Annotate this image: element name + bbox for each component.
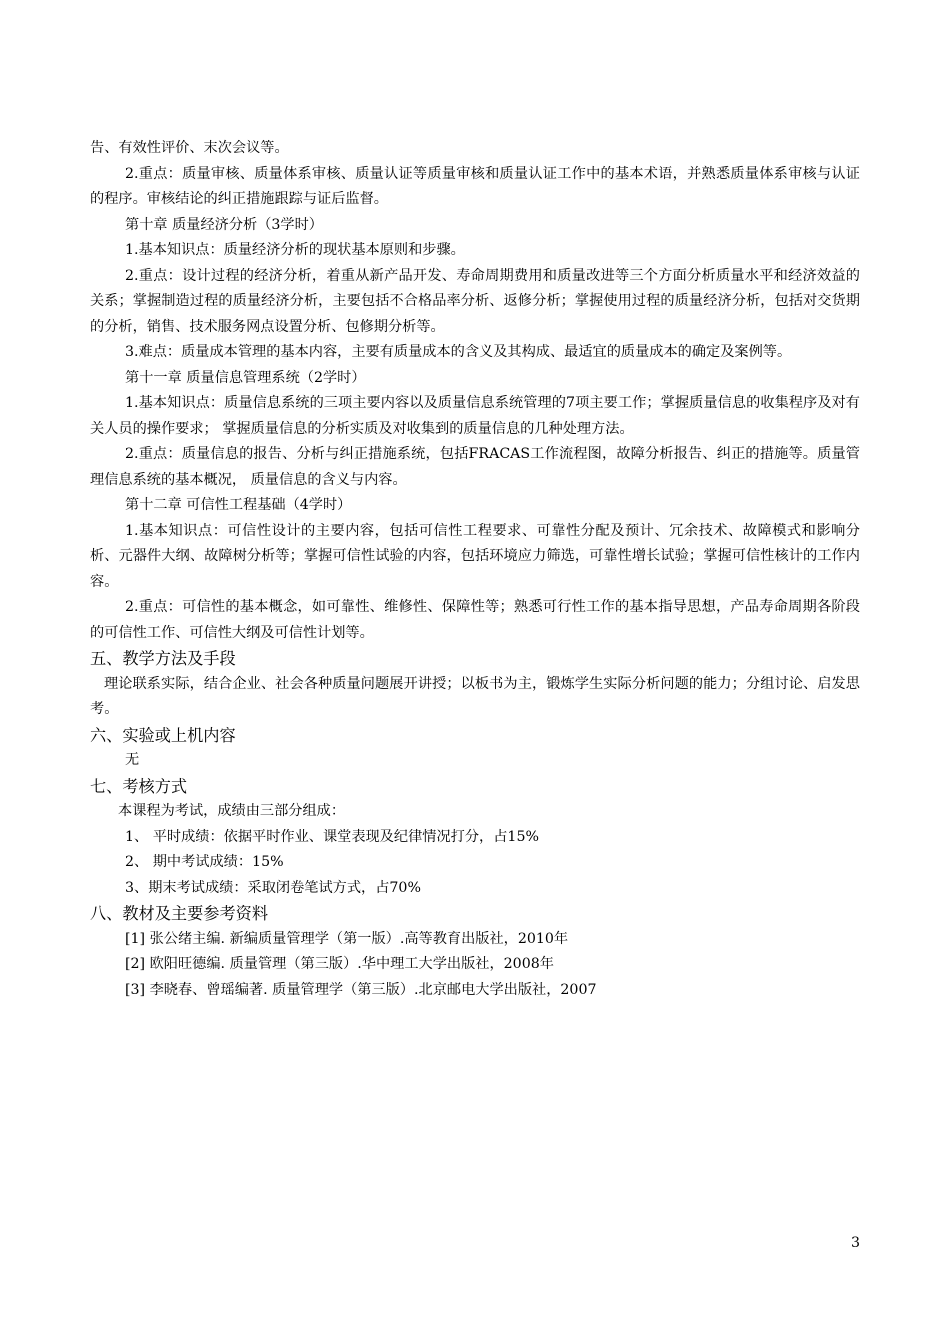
list-item: 1、 平时成绩：依据平时作业、课堂表现及纪律情况打分，占15% [125, 828, 539, 845]
chapter-11-heading: 第十一章 质量信息管理系统（2学时） [125, 369, 366, 386]
chapter-11-key-points: 2.重点：质量信息的报告、分析与纠正措施系统，包括FRACAS工作流程图，故障分析报告、纠正的措施等。质量管理信息系统的基本概况， 质量信息的含义与内容。 [90, 446, 860, 488]
reference-item: [3] 李晓春、曾瑶编著. 质量管理学（第三版）.北京邮电大学出版社，2007 [125, 981, 597, 998]
section-5-body: 理论联系实际，结合企业、社会各种质量问题展开讲授；以板书为主，锻炼学生实际分析问题的能力；分组讨论、启发思考。 [90, 675, 860, 717]
section-7-intro: 本课程为考试，成绩由三部分组成： [118, 803, 346, 819]
reference-item: [2] 欧阳旺德编. 质量管理（第三版）.华中理工大学出版社，2008年 [125, 956, 554, 972]
chapter-12-heading: 第十二章 可信性工程基础（4学时） [125, 497, 352, 513]
paragraph-continuation: 告、有效性评价、末次会议等。 [90, 140, 289, 156]
chapter-10-heading: 第十章 质量经济分析（3学时） [125, 216, 323, 233]
paragraph-audit-key-points: 2.重点：质量审核、质量体系审核、质量认证等质量审核和质量认证工作中的基本术语，并熟悉质量体系审核与认证的程序。审核结论的纠正措施跟踪与证后监督。 [90, 165, 860, 207]
section-5-title: 五、教学方法及手段 [90, 649, 236, 668]
chapter-10-basics: 1.基本知识点：质量经济分析的现状基本原则和步骤。 [125, 242, 465, 258]
chapter-12-key-points: 2.重点：可信性的基本概念，如可靠性、维修性、保障性等；熟悉可行性工作的基本指导思想，产品寿命周期各阶段的可信性工作、可信性大纲及可信性计划等。 [90, 599, 860, 641]
section-8-title: 八、教材及主要参考资料 [90, 904, 269, 923]
section-7-title: 七、考核方式 [90, 776, 188, 796]
list-item: 3、期末考试成绩：采取闭卷笔试方式，占70% [125, 879, 421, 896]
page-number: 3 [850, 1235, 860, 1251]
chapter-12-basics: 1.基本知识点：可信性设计的主要内容，包括可信性工程要求、可靠性分配及预计、冗余技术、故障模式和影响分析、元器件大纲、故障树分析等；掌握可信性试验的内容，包括环境应力筛选，可靠性增长试验；掌握可信性核计的工作内容。 [90, 522, 860, 590]
section-6-body: 无 [125, 752, 140, 768]
chapter-11-basics: 1.基本知识点：质量信息系统的三项主要内容以及质量信息系统管理的7项主要工作；掌握质量信息的收集程序及对有关人员的操作要求； 掌握质量信息的分析实质及对收集到的质量信息的几种处理方法。 [90, 395, 860, 437]
reference-item: [1] 张公绪主编. 新编质量管理学（第一版）.高等教育出版社，2010年 [125, 930, 569, 947]
list-item: 2、 期中考试成绩：15% [125, 854, 284, 870]
section-6-title: 六、实验或上机内容 [90, 725, 236, 745]
page-content [90, 136, 860, 1003]
chapter-10-difficulties: 3.难点：质量成本管理的基本内容，主要有质量成本的含义及其构成、最适宜的质量成本的确定及案例等。 [125, 344, 792, 360]
chapter-10-key-points: 2.重点：设计过程的经济分析，着重从新产品开发、寿命周期费用和质量改进等三个方面分析质量水平和经济效益的关系；掌握制造过程的质量经济分析，主要包括不合格品率分析、返修分析；掌握使用过程的质量经济分析，包括对交货期的分析，销售、技术服务网点设置分析、包修期分析等。 [90, 267, 860, 335]
